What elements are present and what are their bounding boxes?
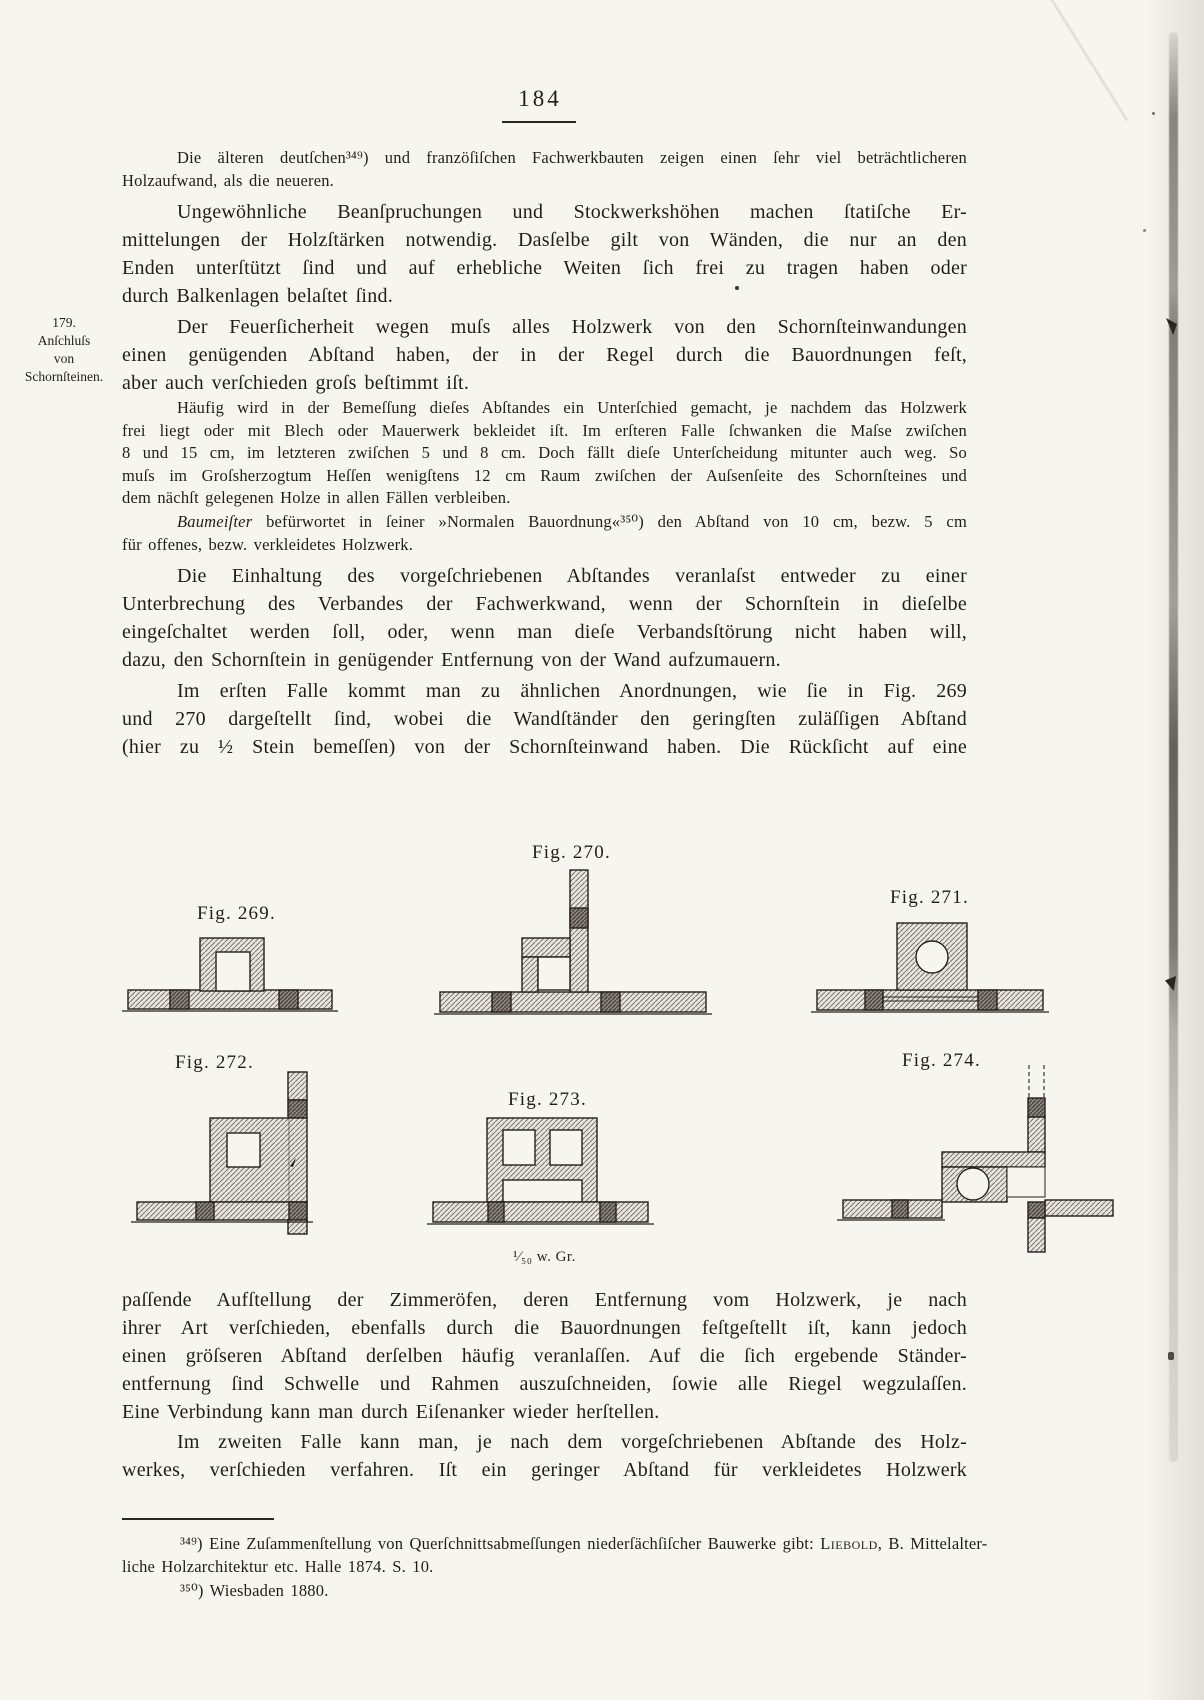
text-line: mittelungen der Holzſtärken notwendig. Dasſelbe gilt von Wänden, die nur an den bbox=[122, 229, 967, 251]
text-line bbox=[122, 511, 967, 534]
text-line: ihrer Art verſchieden, ebenfalls durch die Bauordnungen feſtgeſtellt iſt, kann jedoch bbox=[122, 1317, 967, 1339]
text-line: einen gröſseren Abſtand derſelben häufig veranlaſſen. Auf die ſich ergebende Ständer- bbox=[122, 1345, 967, 1367]
text-line: eingeſchaltet werden ſoll, oder, wenn man dieſe Verbandsſtörung nicht haben will, bbox=[122, 621, 967, 643]
text-line: (hier zu ½ Stein bemeſſen) von der Schornſteinwand haben. Die Rückſicht auf eine bbox=[122, 736, 967, 758]
margin-note-line: von bbox=[53, 351, 75, 366]
text-line: Im zweiten Falle kann man, je nach dem vorgeſchriebenen Abſtande des Holz- bbox=[177, 1431, 967, 1453]
figure-272 bbox=[131, 1052, 313, 1234]
paragraph-7 bbox=[122, 677, 967, 761]
ink-speck bbox=[1143, 229, 1146, 232]
text-line: Eine Verbindung kann man durch Eiſenanker wieder herſtellen. bbox=[122, 1401, 660, 1423]
figure-269 bbox=[122, 903, 338, 1011]
text-span: befürwortet in ſeiner »Normalen Bauordnung«³⁵⁰) den Abſtand von 10 cm, bezw. 5 cm bbox=[252, 512, 967, 531]
author-smallcaps: Liebold bbox=[820, 1534, 878, 1553]
paragraph-1 bbox=[122, 147, 967, 192]
figure-269-caption: Fig. 269. bbox=[197, 903, 276, 924]
text-line: 8 und 15 cm, im letzteren zwiſchen 5 und 8 cm. Doch fällt dieſe Unterſcheidung mitunter auch weg. So bbox=[122, 443, 967, 463]
figure-274 bbox=[837, 1050, 1113, 1252]
text-line: und 270 dargeſtellt ſind, wobei die Wandſtänder den geringſten zuläſſigen Abſtand bbox=[122, 708, 967, 730]
text-line: paſſende Aufſtellung der Zimmeröfen, deren Entfernung vom Holzwerk, je nach bbox=[122, 1289, 967, 1311]
paragraph-6 bbox=[122, 562, 967, 674]
paragraph-9 bbox=[122, 1428, 967, 1484]
paragraph-8 bbox=[122, 1286, 967, 1426]
ink-speck bbox=[735, 286, 739, 290]
text-line: entfernung ſind Schwelle und Rahmen auszuſchneiden, ſowie alle Riegel wegzulaſſen. bbox=[122, 1373, 967, 1395]
text-line: Im erſten Falle kommt man zu ähnlichen Anordnungen, wie ſie in Fig. 269 bbox=[177, 680, 967, 702]
figure-272-caption: Fig. 272. bbox=[175, 1052, 254, 1073]
figure-270-caption: Fig. 270. bbox=[532, 842, 611, 863]
margin-note-line: Schornſteinen. bbox=[24, 369, 104, 384]
margin-note bbox=[10, 314, 118, 386]
text-span: , B. Mittelalter- bbox=[877, 1534, 988, 1553]
text-line: Die Einhaltung des vorgeſchriebenen Abſtandes veranlaſst entweder zu einer bbox=[177, 565, 967, 587]
text-line: Enden unterſtützt ſind und auf erhebliche Weiten ſich frei zu tragen haben oder bbox=[122, 257, 967, 279]
text-line: muſs im Groſsherzogtum Heſſen wenigſtens 12 cm Raum zwiſchen der Auſsenſeite des Schornſteines und bbox=[122, 465, 967, 485]
figure-273 bbox=[427, 1089, 654, 1265]
margin-note-line: Anſchluſs bbox=[37, 333, 91, 348]
footnote-rule bbox=[122, 1518, 274, 1520]
text-line: für offenes, bezw. verkleidetes Holzwerk. bbox=[122, 534, 414, 554]
text-line: ³⁵⁰) Wiesbaden 1880. bbox=[180, 1581, 329, 1600]
footnote-350 bbox=[122, 1580, 967, 1603]
figure-271 bbox=[811, 887, 1049, 1012]
ink-blob bbox=[1168, 1352, 1174, 1360]
paragraph-3 bbox=[122, 313, 967, 397]
page-number-rule bbox=[502, 121, 576, 123]
text-line: dem nächſt gelegenen Holze in allen Fällen verbleiben. bbox=[122, 488, 511, 508]
text-line: dazu, den Schornſtein in genügender Entfernung von der Wand aufzumauern. bbox=[122, 649, 781, 671]
text-span: ³⁴⁹) Eine Zuſammenſtellung von Querſchnittsabmeſſungen niederſächſiſcher Bauwerke gibt: bbox=[180, 1534, 821, 1553]
binding-streak bbox=[1169, 32, 1178, 1462]
figure-273-caption: Fig. 273. bbox=[508, 1089, 587, 1110]
text-line: Die älteren deutſchen³⁴⁹) und franzöſiſchen Fachwerkbauten zeigen einen ſehr viel beträchtlicheren bbox=[177, 148, 967, 167]
text-line: aber auch verſchieden groſs beſtimmt iſt. bbox=[122, 372, 470, 394]
text-line: Holzaufwand, als die neueren. bbox=[122, 170, 335, 190]
ink-speck bbox=[1152, 112, 1155, 115]
text-line bbox=[122, 1533, 988, 1556]
text-line: einen genügenden Abſtand haben, der in der Regel durch die Bauordnungen feſt, bbox=[122, 344, 967, 366]
text-line: Häufig wird in der Bemeſſung dieſes Abſtandes ein Unterſchied gemacht, je nachdem das Holzwerk bbox=[177, 398, 967, 417]
paragraph-2 bbox=[122, 198, 967, 310]
paragraph-4 bbox=[122, 397, 967, 510]
text-line: frei liegt oder mit Blech oder Mauerwerk bekleidet iſt. Im erſteren Falle ſchwanken die Maſse zwiſchen bbox=[122, 420, 967, 440]
footnote-349 bbox=[122, 1533, 988, 1578]
author-name: Baumeiſter bbox=[177, 512, 253, 531]
page-number: 184 bbox=[518, 86, 562, 111]
text-line: Ungewöhnliche Beanſpruchungen und Stockwerkshöhen machen ſtatiſche Er- bbox=[177, 201, 967, 223]
figure-scale-label: ¹⁄₅₀ w. Gr. bbox=[513, 1249, 576, 1265]
figure-271-caption: Fig. 271. bbox=[890, 887, 969, 908]
margin-note-line: 179. bbox=[52, 315, 76, 330]
figure-274-caption: Fig. 274. bbox=[902, 1050, 981, 1071]
figure-270 bbox=[434, 842, 712, 1014]
text-line: werkes, verſchieden verfahren. Iſt ein geringer Abſtand für verkleidetes Holzwerk bbox=[122, 1459, 967, 1481]
text-line: liche Holzarchitektur etc. Halle 1874. S. 10. bbox=[122, 1556, 434, 1576]
text-line: Der Feuerſicherheit wegen muſs alles Holzwerk von den Schornſteinwandungen bbox=[177, 316, 967, 338]
paragraph-5 bbox=[122, 511, 967, 556]
figures-panel bbox=[0, 772, 1204, 1292]
text-line: durch Balkenlagen belaſtet ſind. bbox=[122, 285, 393, 307]
text-line: Unterbrechung des Verbandes der Fachwerkwand, wenn der Schornſtein in dieſelbe bbox=[122, 593, 967, 615]
